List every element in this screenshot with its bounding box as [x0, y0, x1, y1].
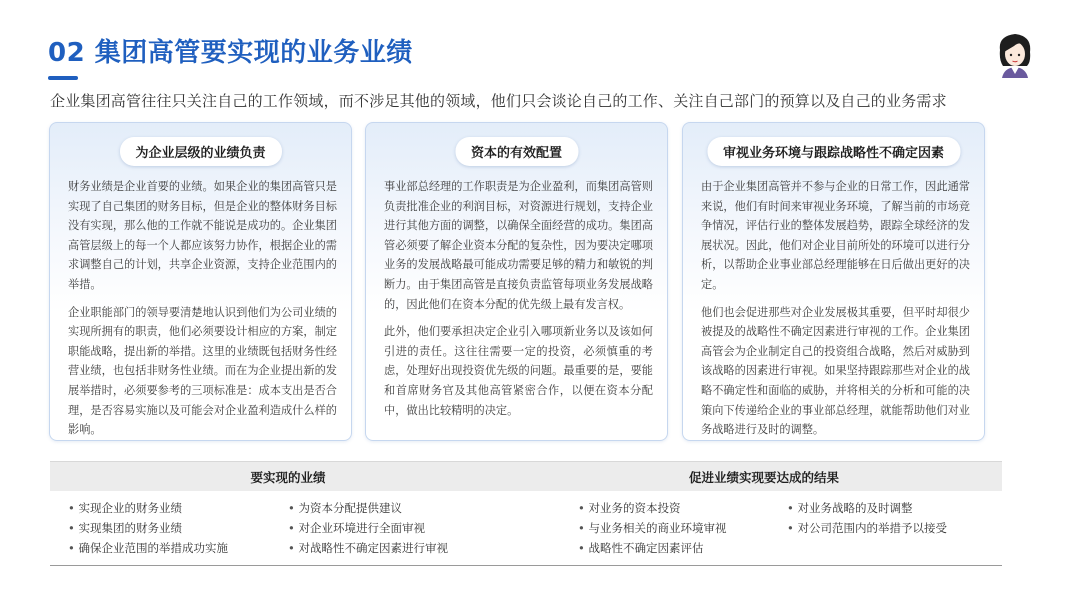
list-item: • 确保企业范围的举措成功实施 — [68, 538, 228, 558]
list-item: • 实现集团的财务业绩 — [68, 518, 228, 538]
card-environment-review — [682, 122, 985, 441]
summary-column-3 — [578, 498, 726, 558]
card-row — [49, 122, 1002, 441]
card-title: 资本的有效配置 — [455, 137, 578, 166]
list-item: • 实现企业的财务业绩 — [68, 498, 228, 518]
summary-column-2 — [288, 498, 448, 558]
card-body — [701, 177, 970, 448]
card-paragraph: 财务业绩是企业首要的业绩。如果企业的集团高管只是实现了自己集团的财务目标，但是企业的整体财务目标没有实现，那么他的工作就不能说是成功的。企业集团高管层级上的每一个人都应该努力协作，根据企业的需求调整自己的计划，共享企业资源，支持企业范围内的举措。 — [68, 180, 337, 291]
card-body — [68, 177, 337, 448]
card-paragraph: 事业部总经理的工作职责是为企业盈利，而集团高管则负责批准企业的利润目标，对资源进行规划，支持企业进行其他方面的调整，以确保全面经营的成功。集团高管必须要了解企业资本分配的复杂性，因为要决定哪项业务的发展战略最可能成功需要足够的精力和敏锐的判断力。由于集团高管是直接负责监管每项业务发展战略的，因此他们在资本分配的优先级上最有发言权。 — [384, 180, 653, 311]
page-subtitle: 企业集团高管往往只关注自己的工作领域，而不涉足其他的领域，他们只会谈论自己的工作、关注自己部门的预算以及自己的业务需求 — [50, 92, 947, 110]
list-item: • 对业务的资本投资 — [578, 498, 726, 518]
list-item: • 战略性不确定因素评估 — [578, 538, 726, 558]
card-body — [384, 177, 653, 428]
list-item: • 对企业环境进行全面审视 — [288, 518, 448, 538]
summary-header-left: 要实现的业绩 — [250, 469, 326, 485]
card-title: 审视业务环境与跟踪战略性不确定因素 — [707, 137, 960, 166]
card-enterprise-performance — [49, 122, 352, 441]
card-paragraph: 此外，他们要承担决定企业引入哪项新业务以及该如何引进的责任。这往往需要一定的投资，必须慎重的考虑，处理好出现投资优先级的问题。最重要的是，要能和首席财务官及其他高管紧密合作，以便在资本分配中，做出比较精明的决定。 — [384, 325, 653, 417]
summary-grid — [50, 491, 1002, 563]
card-capital-allocation — [365, 122, 668, 441]
summary-column-4 — [787, 498, 947, 538]
card-title: 为企业层级的业绩负责 — [119, 137, 281, 166]
list-item: • 对战略性不确定因素进行审视 — [288, 538, 448, 558]
person-avatar-icon — [994, 30, 1036, 78]
list-item: • 对公司范围内的举措予以接受 — [787, 518, 947, 538]
list-item: • 对业务战略的及时调整 — [787, 498, 947, 518]
card-paragraph: 由于企业集团高管并不参与企业的日常工作，因此通常来说，他们有时间来审视业务环境，了解当前的市场竞争情况，评估行业的整体发展趋势，跟踪全球经济的发展状况。因此，他们对企业目前所处的环境可以进行分析，以帮助企业事业部总经理能够在日后做出更好的决定。 — [701, 180, 970, 291]
card-paragraph: 企业职能部门的领导要清楚地认识到他们为公司业绩的实现所拥有的职责，他们必须要设计相应的方案，制定职能战略，提出新的举措。这里的业绩既包括财务性经营业绩，也包括非财务性业绩。而在为企业提出新的发展举措时，必须要参考的三项标准是：成本支出是否合理，是否容易实施以及可能会对企业盈利造成什么样的影响。 — [68, 305, 337, 437]
card-paragraph: 他们也会促进那些对企业发展极其重要，但平时却很少被提及的战略性不确定因素进行审视的工作。企业集团高管会为企业制定自己的投资组合战略，然后对威胁到该战略的因素进行审视。如果坚持跟踪那些对企业的战略不确定性和面临的威胁，并将相关的分析和可能的决策向下传递给企业的事业部总经理，就能帮助他们对业务战略进行及时的调整。 — [701, 305, 970, 437]
summary-bottom-rule — [50, 565, 1002, 566]
summary-column-1 — [68, 498, 228, 558]
summary-header — [50, 461, 1002, 491]
title-underline — [48, 76, 78, 80]
page-title: 02 集团高管要实现的业务业绩 — [48, 38, 413, 68]
list-item: • 与业务相关的商业环境审视 — [578, 518, 726, 538]
summary-table — [50, 461, 1002, 563]
list-item: • 为资本分配提供建议 — [288, 498, 448, 518]
title-block — [48, 32, 413, 69]
summary-header-right: 促进业绩实现要达成的结果 — [688, 469, 839, 485]
